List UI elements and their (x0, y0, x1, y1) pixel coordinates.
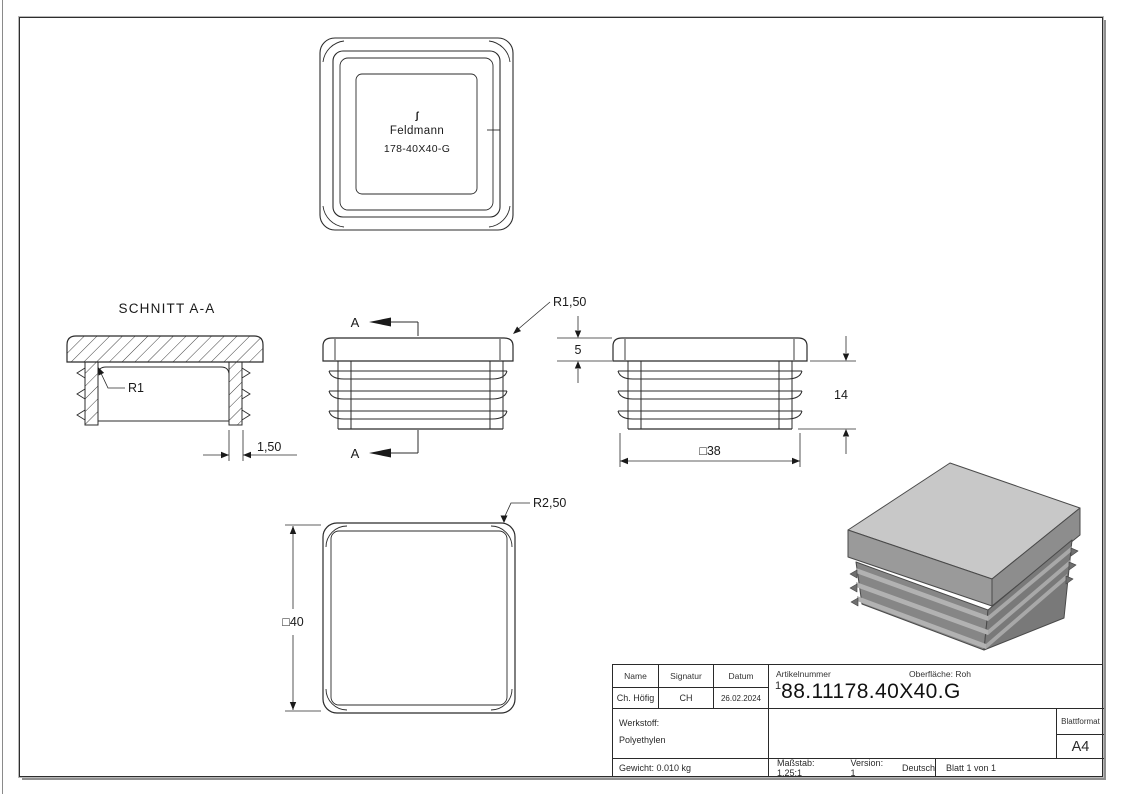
value-name: Ch. Höfig (613, 688, 659, 709)
dim-corner-radius-group (501, 496, 567, 523)
brand-logo-icon: ʃ (415, 111, 419, 122)
cut-line-top (351, 315, 418, 336)
sheet-format-value: A4 (1057, 735, 1104, 759)
part-code-text: 178-40X40-G (383, 143, 451, 155)
section-title: SCHNITT A-A (118, 301, 216, 316)
dim-insert-size: □38 (699, 444, 721, 458)
dim-cap-edge-radius-group (513, 295, 586, 334)
title-block (612, 664, 1103, 777)
cut-letter-bottom: A (350, 446, 360, 461)
dim-cap-edge-radius: R1,50 (553, 295, 587, 309)
dim-cap-height: 5 (574, 343, 582, 357)
dim-outer-size: □40 (282, 615, 304, 629)
article-number-prefix: 1 (775, 680, 782, 692)
section-right-fins (242, 368, 250, 420)
scale-value: Maßstab: 1.25:1 (777, 758, 815, 778)
surface-label: Oberfläche: (909, 669, 953, 679)
sheet-number-cell: Blatt 1 von 1 (946, 763, 997, 773)
iso-view (848, 463, 1080, 650)
dim-wall-thickness-group (203, 430, 297, 461)
sheet-format-label: Blattformat (1057, 709, 1104, 735)
article-number-main: 88.11178.40X40.G (781, 680, 961, 703)
cut-line-bottom (351, 430, 418, 461)
bottom-outer-square (323, 523, 515, 713)
value-date: 26.02.2024 (714, 688, 769, 709)
dim-cap-height-group (557, 316, 612, 383)
header-signature: Signatur (659, 665, 714, 688)
surface-value: Roh (955, 669, 971, 679)
header-article-number: Artikelnummer (776, 669, 831, 679)
front-cap (323, 338, 513, 361)
section-left-fins (77, 368, 85, 420)
material-label: Werkstoff: (619, 718, 660, 728)
bottom-view (282, 496, 566, 713)
dim-insert-depth: 14 (834, 388, 848, 402)
side-view (613, 336, 856, 467)
empty-cell (769, 709, 1057, 759)
section-right-wall (229, 362, 242, 425)
scale-cell (769, 759, 936, 777)
language-value: Deutsch (901, 763, 935, 773)
section-view-a-a (67, 301, 297, 461)
dim-inner-radius: R1 (128, 381, 144, 395)
header-date: Datum (714, 665, 769, 688)
article-number-cell (769, 665, 1104, 709)
material-value: Polyethylen (619, 735, 666, 746)
version-value: Version: 1 (850, 758, 884, 778)
side-fins (618, 371, 802, 419)
front-view (323, 295, 612, 461)
side-cap (613, 338, 807, 361)
top-view (320, 38, 513, 230)
weight-cell: Gewicht: 0.010 kg (613, 759, 769, 777)
dim-wall-thickness: 1,50 (257, 440, 282, 454)
front-fins (329, 371, 507, 419)
header-name: Name (613, 665, 659, 688)
dim-corner-radius: R2,50 (533, 496, 567, 510)
article-number (775, 680, 961, 704)
section-cap-slab (67, 336, 263, 362)
dim-inner-radius-leader (98, 367, 144, 395)
value-signature: CH (659, 688, 714, 709)
material-cell (613, 709, 769, 759)
brand-name-text: Feldmann (389, 125, 445, 137)
cut-letter-top: A (350, 315, 360, 330)
dim-outer-size-group (282, 525, 321, 711)
dim-insert-size-group (620, 433, 800, 467)
section-left-wall (85, 362, 98, 425)
